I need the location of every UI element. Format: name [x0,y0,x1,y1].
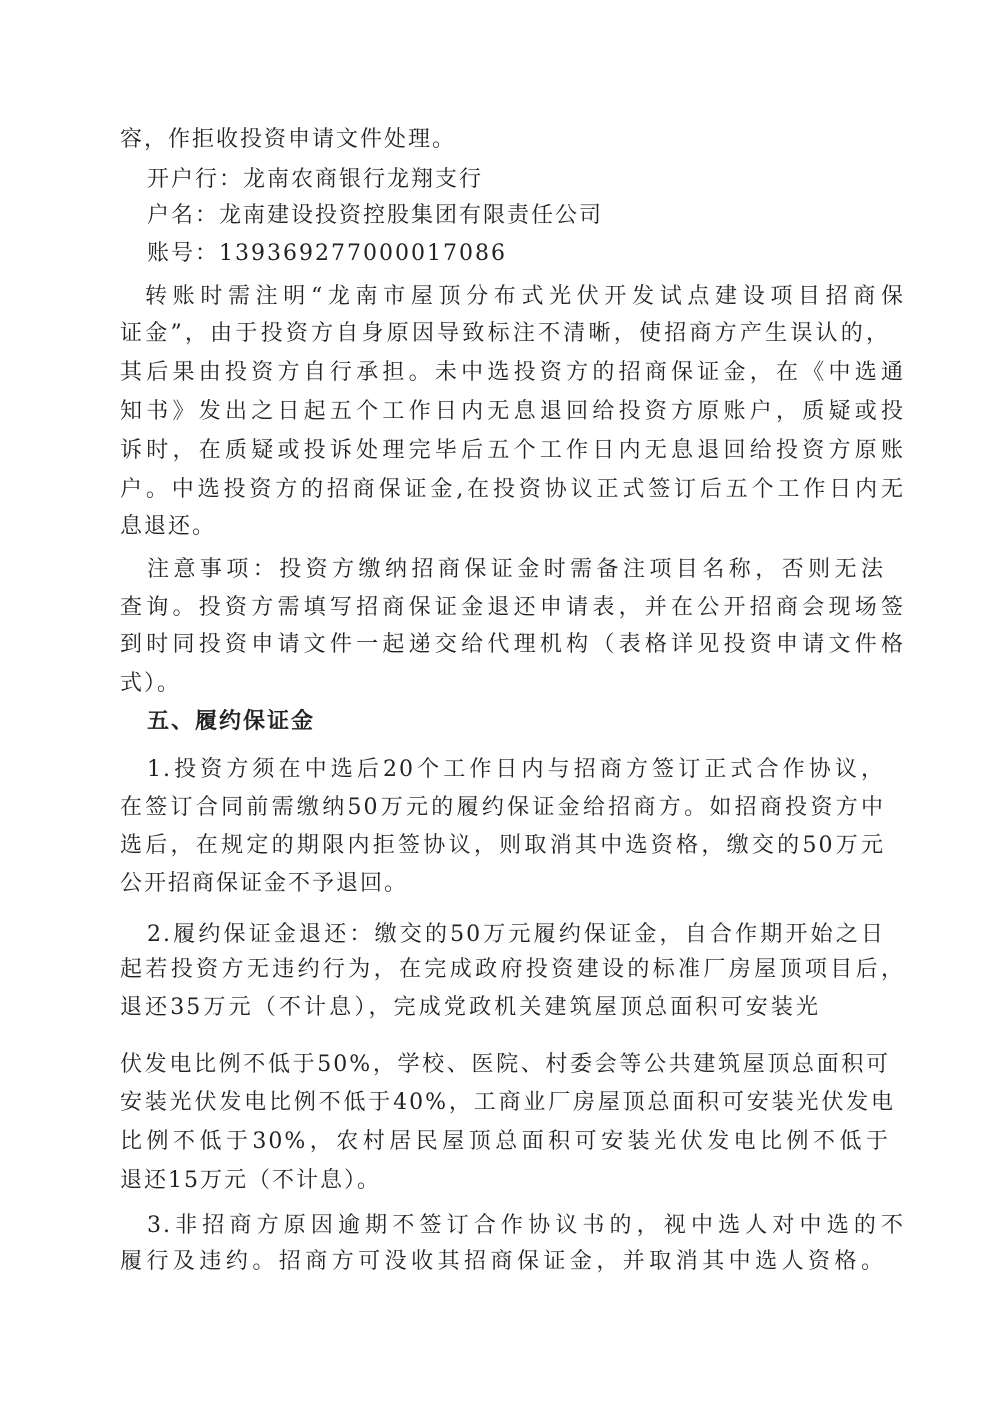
text-line: 转账时需注明“龙南市屋顶分布式光伏开发试点建设项目招商保 [145,284,905,309]
section-heading: 五、履约保证金 [147,709,316,734]
account-number-line: 账号：13936927700001708​6 [147,241,507,266]
text-line: 注意事项：投资方缴纳招商保证金时需备注项目名称，否则无法 [147,557,885,582]
text-line: 知书》发出之日起五个工作日内无息退回给投资方原账户，质疑或投 [120,399,905,424]
text-line: 到时同投资申请文件一起递交给代理机构（表格详见投资申请文件格 [120,632,905,657]
text-line: 证金”，由于投资方自身原因导致标注不清晰，使招商方产生误认的， [120,321,890,346]
bank-name-line: 开户行：龙南农商银行龙翔支行 [147,167,484,192]
text-line: 其后果由投资方自行承担。未中选投资方的招商保证金，在《中选通 [120,360,905,385]
text-line: 查询。投资方需填写招商保证金退还申请表，并在公开招商会现场签 [120,595,905,620]
text-line: 安装光伏发电比例不低于40%，工商业厂房屋顶总面积可安装光伏发电 [120,1090,895,1115]
text-line: 退还35万元（不计息），完成党政机关建筑屋顶总面积可安装光 [120,995,820,1020]
text-line: 起若投资方无违约行为，在完成政府投资建设的标准厂房屋顶项目后， [120,957,905,982]
text-line: 退还15万元（不计息）。 [120,1168,381,1193]
text-line: 在签订合同前需缴纳50万元的履约保证金给招商方。如招商投资方中 [120,795,885,820]
text-line: 户。中选投资方的招商保证金,在投资协议正式签订后五个工作日内无 [120,477,905,502]
text-line: 公开招商保证金不予退回。 [120,871,409,896]
text-line: 选后，在规定的期限内拒签协议，则取消其中选资格，缴交的50万元 [120,833,885,858]
text-line: 履行及违约。招商方可没收其招商保证金，并取消其中选人资格。 [120,1249,885,1274]
text-line: 2.履约保证金退还：缴交的50万元履约保证金，自合作期开始之日 [147,922,885,947]
text-line: 伏发电比例不低于50%，学校、医院、村委会等公共建筑屋顶总面积可 [120,1052,890,1077]
text-line: 息退还。 [120,514,217,539]
text-line: 容，作拒收投资申请文件处理。 [120,127,457,152]
text-line: 比例不低于30%，农村居民屋顶总面积可安装光伏发电比例不低于 [120,1129,890,1154]
text-line: 诉时，在质疑或投诉处理完毕后五个工作日内无息退回给投资方原账 [120,438,905,463]
text-line: 式）。 [120,671,182,696]
text-line: 3.非招商方原因逾期不签订合作协议书的，视中选人对中选的不 [147,1213,905,1238]
text-line: 1.投资方须在中选后20个工作日内与招商方签订正式合作协议， [147,757,885,782]
account-name-line: 户名：龙南建设投资控股集团有限责任公司 [147,203,604,228]
